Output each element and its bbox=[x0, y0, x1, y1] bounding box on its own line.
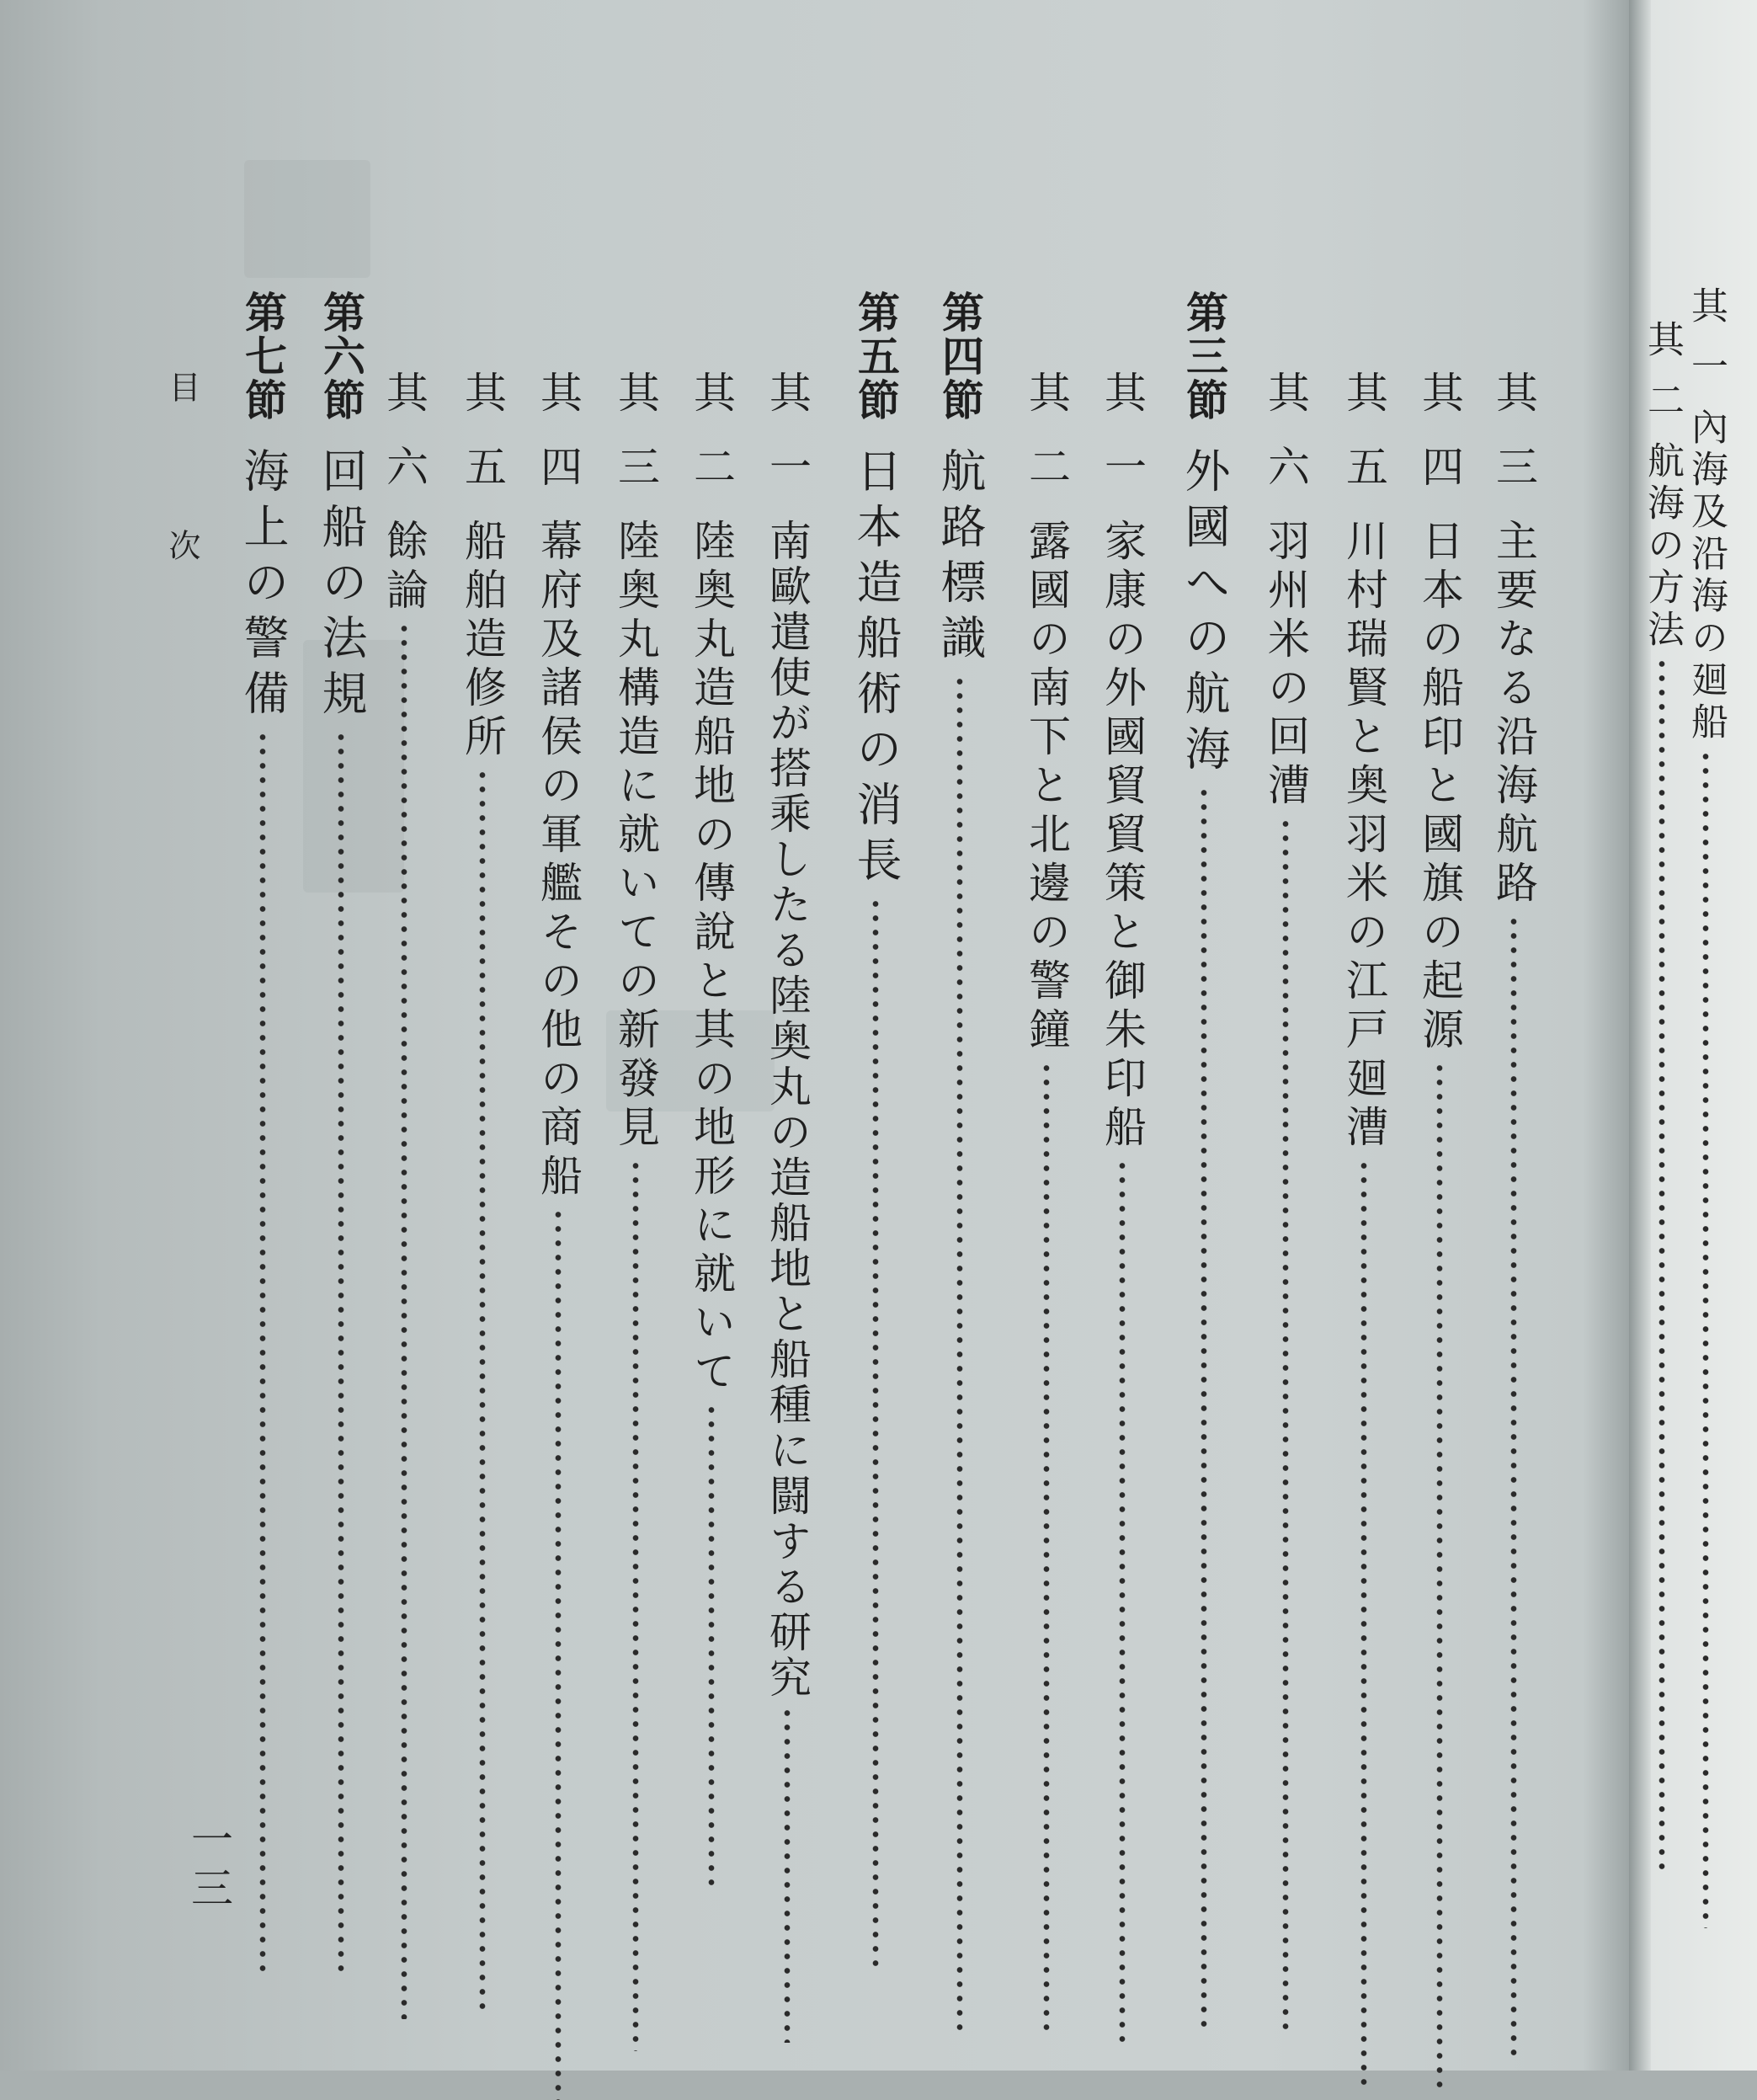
toc-entry[interactable] bbox=[1641, 320, 1683, 2055]
dot-leader bbox=[1097, 1159, 1147, 2043]
entry-title: 陸奥丸造船地の傳說と其の地形に就いて bbox=[687, 519, 736, 1398]
toc-entry[interactable] bbox=[533, 370, 583, 2012]
right-page bbox=[1641, 0, 1757, 2071]
entry-marker: 其五 bbox=[458, 370, 507, 519]
dot-leader bbox=[1685, 749, 1727, 1928]
dot-leader bbox=[850, 897, 901, 1975]
section-marker: 第五節 bbox=[851, 290, 900, 422]
dot-leader bbox=[1414, 1061, 1465, 2088]
toc-entry[interactable] bbox=[1339, 370, 1389, 2012]
section-title: 回船の法規 bbox=[315, 447, 368, 725]
entry-title: 餘論 bbox=[380, 519, 429, 616]
section-marker: 第七節 bbox=[238, 290, 287, 422]
entry-title: 家康の外國貿貿策と御朱印船 bbox=[1098, 519, 1147, 1154]
dot-leader bbox=[1179, 786, 1229, 2032]
dot-leader bbox=[1641, 657, 1683, 1878]
entry-marker: 其一 bbox=[763, 370, 812, 519]
dot-leader bbox=[1260, 817, 1311, 2029]
section-title: 航路標識 bbox=[934, 447, 987, 669]
dot-leader bbox=[533, 1207, 583, 2100]
toc-entry[interactable] bbox=[1488, 370, 1539, 2012]
toc-entry[interactable] bbox=[1685, 286, 1727, 2055]
page-number: 一三 bbox=[184, 1817, 233, 1915]
toc-entry[interactable] bbox=[457, 370, 508, 2012]
entry-marker: 其一 bbox=[1685, 286, 1728, 408]
entry-marker: 其五 bbox=[1339, 370, 1388, 519]
entry-marker: 其六 bbox=[380, 370, 429, 519]
dot-leader bbox=[762, 1706, 812, 2043]
toc-section[interactable] bbox=[1179, 290, 1229, 2017]
show-through-shadow bbox=[244, 160, 370, 278]
section-title: 外國への航海 bbox=[1178, 447, 1231, 781]
toc-entry[interactable] bbox=[1260, 370, 1311, 2012]
section-title: 日本造船術の消長 bbox=[849, 447, 902, 892]
entry-title: 內海及沿海の廻船 bbox=[1685, 408, 1728, 744]
section-marker: 第四節 bbox=[935, 290, 984, 422]
entry-title: 陸奥丸構造に就いての新發見 bbox=[611, 519, 660, 1154]
dot-leader bbox=[610, 1159, 661, 2051]
toc-section[interactable] bbox=[316, 290, 366, 2017]
entry-marker: 其二 bbox=[1641, 320, 1684, 441]
entry-marker: 其三 bbox=[1489, 370, 1538, 519]
entry-title: 川村瑞賢と奥羽米の江戸廻漕 bbox=[1339, 519, 1388, 1154]
entry-title: 航海の方法 bbox=[1641, 441, 1684, 652]
toc-entry[interactable] bbox=[762, 370, 812, 2012]
entry-marker: 其一 bbox=[1098, 370, 1147, 519]
entry-title: 幕府及諸侯の軍艦その他の商船 bbox=[534, 519, 583, 1202]
entry-title: 露國の南下と北邊の警鐘 bbox=[1022, 519, 1071, 1056]
dot-leader bbox=[379, 621, 429, 2019]
dot-leader bbox=[1021, 1061, 1072, 2038]
dot-leader bbox=[934, 674, 985, 2039]
entry-marker: 其四 bbox=[1415, 370, 1464, 519]
entry-title: 南歐遣使が搭乘したる陸奥丸の造船地と船種に闘する研究 bbox=[763, 519, 812, 1701]
section-marker: 第三節 bbox=[1179, 290, 1228, 422]
entry-title: 日本の船印と國旗の起源 bbox=[1415, 519, 1464, 1056]
dot-leader bbox=[686, 1403, 737, 1891]
toc-entry[interactable] bbox=[379, 370, 429, 2012]
entry-title: 船舶造修所 bbox=[458, 519, 507, 763]
toc-section[interactable] bbox=[850, 290, 901, 2017]
toc-entry[interactable] bbox=[610, 370, 661, 2012]
dot-leader bbox=[316, 730, 366, 1976]
entry-marker: 其三 bbox=[611, 370, 660, 519]
toc-entry[interactable] bbox=[1021, 370, 1072, 2012]
dot-leader bbox=[1339, 1159, 1389, 2085]
toc-section[interactable] bbox=[934, 290, 985, 2017]
section-title: 海上の警備 bbox=[237, 447, 290, 725]
entry-marker: 其六 bbox=[1261, 370, 1310, 519]
toc-entry[interactable] bbox=[686, 370, 737, 2012]
toc-section[interactable] bbox=[237, 290, 288, 2017]
entry-marker: 其二 bbox=[687, 370, 736, 519]
entry-marker: 其四 bbox=[534, 370, 583, 519]
dot-leader bbox=[237, 730, 288, 1976]
entry-title: 主要なる沿海航路 bbox=[1489, 519, 1538, 909]
entry-title: 羽州米の回漕 bbox=[1261, 519, 1310, 812]
entry-marker: 其二 bbox=[1022, 370, 1071, 519]
section-marker: 第六節 bbox=[317, 290, 365, 422]
dot-leader bbox=[1488, 914, 1539, 2060]
toc-entry[interactable] bbox=[1414, 370, 1465, 2012]
toc-entry[interactable] bbox=[1097, 370, 1147, 2012]
dot-leader bbox=[457, 768, 508, 2014]
running-header: 目次 bbox=[163, 370, 200, 687]
